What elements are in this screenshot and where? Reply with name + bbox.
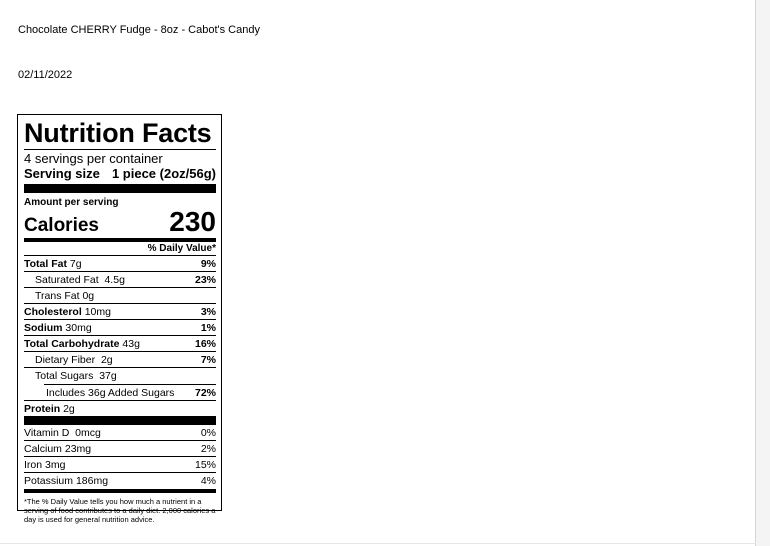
nutrient-name: Total Fat <box>24 257 67 270</box>
nutrient-row-dietary-fiber <box>24 352 216 368</box>
vitamin-name-cell <box>24 443 91 455</box>
nutrient-dv: 72% <box>194 386 216 399</box>
vitamin-dv: 4% <box>200 475 216 487</box>
servings-per-container: 4 servings per container <box>24 151 163 166</box>
nutrient-row-added-sugars <box>24 384 216 400</box>
document-date: 02/11/2022 <box>18 69 73 81</box>
nutrient-name-cell <box>24 403 75 415</box>
nutrient-name-cell <box>24 338 140 350</box>
nutrient-row-total-sugars <box>24 368 216 384</box>
nutrient-amount: 7g <box>69 257 82 270</box>
vitamin-row-potassium <box>24 473 216 489</box>
nutrition-facts-label <box>17 114 222 524</box>
added-sugars-inner <box>44 384 216 400</box>
nutrient-row-trans-fat <box>24 288 216 304</box>
nutrient-name: Trans Fat <box>35 289 80 302</box>
nutrient-dv: 16% <box>194 337 216 350</box>
nutrient-dv: 23% <box>194 273 216 286</box>
nutrient-name: Includes 36g Added Sugars <box>46 386 175 399</box>
nutrient-row-sodium <box>24 320 216 336</box>
nutrient-dv: 9% <box>200 257 216 270</box>
page-bottom-edge <box>0 543 756 544</box>
calories-row <box>24 206 216 237</box>
nutrient-name: Saturated Fat <box>35 273 99 286</box>
nutrient-dv: 3% <box>200 305 216 318</box>
calories-value: 230 <box>169 206 216 237</box>
nutrient-name-cell <box>35 370 117 382</box>
heading-rule <box>24 149 216 150</box>
serving-size-value: 1 piece (2oz/56g) <box>111 166 216 181</box>
nutrient-name-cell <box>35 290 94 302</box>
nutrient-name: Dietary Fiber <box>35 353 96 366</box>
nutrient-name-cell <box>24 306 111 318</box>
footnote-rule <box>24 489 216 493</box>
nutrient-row-cholesterol <box>24 304 216 320</box>
nutrient-name: Sodium <box>24 321 63 334</box>
nutrient-amount: 37g <box>99 370 117 382</box>
nutrient-amount: 10mg <box>84 305 111 318</box>
vitamin-dv: 15% <box>194 458 216 471</box>
amount-per-serving: Amount per serving <box>24 197 119 208</box>
nutrient-amount: 4.5g <box>104 273 125 286</box>
vitamin-name: Potassium <box>24 475 74 487</box>
nutrient-name-cell <box>24 322 92 334</box>
nutrient-name-cell <box>35 274 125 286</box>
nutrient-row-total-carbohydrate <box>24 336 216 352</box>
vitamin-dv: 2% <box>200 442 216 455</box>
nutrient-name: Cholesterol <box>24 305 82 318</box>
nutrient-name-cell <box>24 258 82 270</box>
nutrient-row-protein <box>24 400 216 416</box>
nutrition-facts-heading: Nutrition Facts <box>24 118 212 148</box>
vitamin-name-cell <box>24 459 65 471</box>
vitamin-row-iron <box>24 457 216 473</box>
vitamins-thick-rule <box>24 416 216 425</box>
daily-value-footnote: *The % Daily Value tells you how much a nutrient in a serving of food contributes to a daily diet. 2,000 calories a day is used for general nutrition advice. <box>24 497 216 524</box>
nutrient-name: Total Carbohydrate <box>24 337 120 350</box>
vitamin-amount: 3mg <box>45 458 66 471</box>
nutrient-amount: 0g <box>82 289 95 302</box>
serving-size-label: Serving size <box>24 166 100 181</box>
vitamin-amount: 0mcg <box>75 426 101 439</box>
vitamin-row-calcium <box>24 441 216 457</box>
nutrient-amount: 30mg <box>65 321 92 334</box>
nutrient-name: Protein <box>24 402 61 415</box>
nutrient-name-cell <box>35 354 113 366</box>
nutrient-dv: 7% <box>200 353 216 366</box>
vitamin-name: Iron <box>24 458 43 471</box>
nutrient-amount: 2g <box>63 402 75 415</box>
nutrient-row-total-fat <box>24 256 216 272</box>
vitamin-name: Vitamin D <box>24 426 70 439</box>
nutrient-amount: 2g <box>100 353 113 366</box>
serving-thick-rule <box>24 184 216 193</box>
vitamin-name: Calcium <box>24 442 62 455</box>
vitamin-name-cell <box>24 427 101 439</box>
daily-value-header: % Daily Value* <box>24 242 216 256</box>
calories-label: Calories <box>24 215 99 236</box>
vitamin-name-cell <box>24 475 108 487</box>
serving-size-row <box>24 166 216 182</box>
vitamin-amount: 23mg <box>64 442 92 455</box>
vitamin-dv: 0% <box>200 426 216 439</box>
vitamin-amount: 186mg <box>75 475 109 487</box>
nutrient-dv: 1% <box>200 321 216 334</box>
document-title: Chocolate CHERRY Fudge - 8oz - Cabot's Candy <box>18 24 260 36</box>
vitamin-row-vitamin-d <box>24 425 216 441</box>
nutrient-name: Total Sugars <box>35 370 94 382</box>
nutrient-amount: 43g <box>122 337 140 350</box>
page-shadow <box>756 0 770 546</box>
nutrient-row-saturated-fat <box>24 272 216 288</box>
